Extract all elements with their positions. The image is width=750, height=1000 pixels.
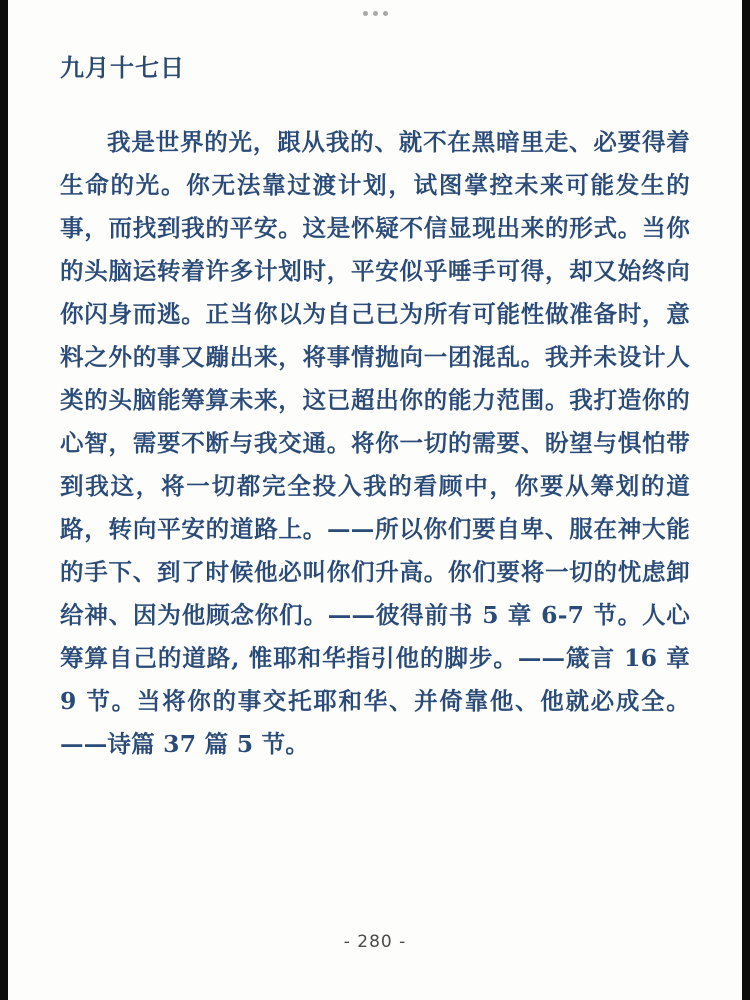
document-page	[8, 0, 742, 1000]
page-title: 九月十七日	[60, 54, 185, 82]
page-number: - 280 -	[343, 932, 407, 952]
page-content	[8, 48, 742, 766]
top-toolbar	[8, 0, 742, 26]
devotional-body-text: 我是世界的光，跟从我的、就不在黑暗里走、必要得着生命的光。你无法靠过渡计划，试图掌控未来可能发生的事，而找到我的平安。这是怀疑不信显现出来的形式。当你的头脑运转着许多计划时，平安似乎唾手可得，却又始终向你闪身而逃。正当你以为自己已为所有可能性做准备时，意料之外的事又蹦出来，将事情抛向一团混乱。我并未设计人类的头脑能筹算未来，这已超出你的能力范围。我打造你的心智，需要不断与我交通。将你一切的需要、盼望与惧怕带到我这，将一切都完全投入我的看顾中，你要从筹划的道路，转向平安的道路上。——所以你们要自卑、服在神大能的手下、到了时候他必叫你们升高。你们要将一切的忧虑卸给神、因为他顾念你们。——彼得前书 5 章 6-7 节。人心筹算自己的道路, 惟耶和华指引他的脚步。——箴言 16 章 9 节。当将你的事交托耶和华、并倚靠他、他就必成全。——诗篇 37 篇 5 节。	[60, 128, 690, 758]
more-options-dots-icon[interactable]	[363, 11, 388, 16]
dot-2	[373, 11, 378, 16]
dot-3	[383, 11, 388, 16]
dot-1	[363, 11, 368, 16]
